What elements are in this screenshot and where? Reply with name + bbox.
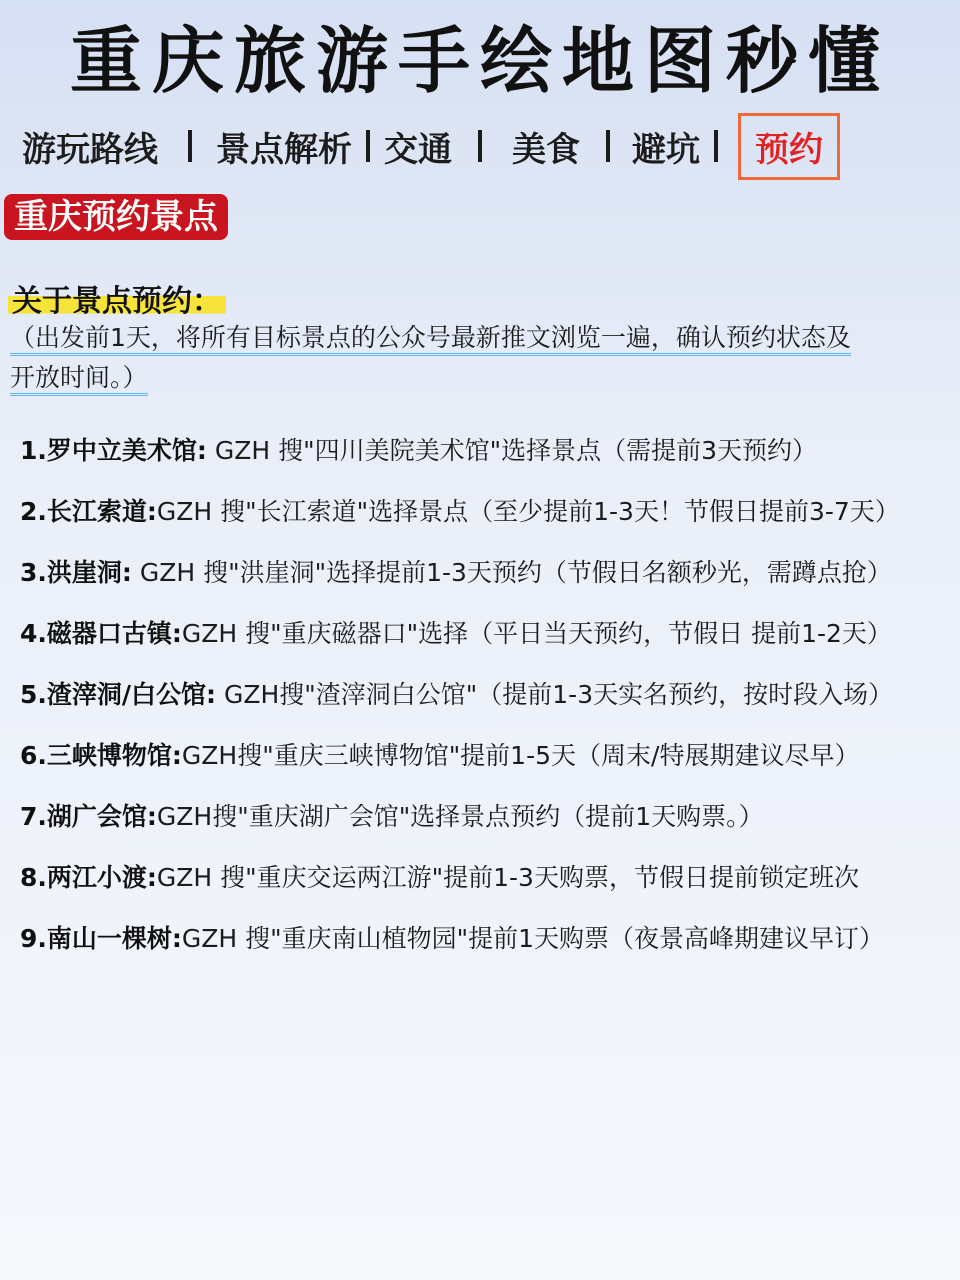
nav-item-attractions[interactable]: 景点解析 <box>216 129 352 170</box>
about-heading: 关于景点预约： <box>8 276 226 320</box>
nav-separator <box>188 130 192 162</box>
nav-item-food[interactable]: 美食 <box>512 129 580 170</box>
list-item <box>20 725 955 786</box>
list-item <box>20 908 955 969</box>
list-item <box>20 664 955 725</box>
nav-separator <box>366 130 370 162</box>
nav-separator <box>606 130 610 162</box>
attraction-name: 2.长江索道: <box>20 497 157 526</box>
list-item <box>20 481 955 542</box>
attraction-name: 9.南山一棵树: <box>20 924 182 953</box>
attraction-name: 6.三峡博物馆: <box>20 741 182 770</box>
attraction-name: 1.罗中立美术馆: <box>20 436 207 465</box>
list-item <box>20 847 955 908</box>
nav-separator <box>714 130 718 162</box>
attraction-name: 3.洪崖洞: <box>20 558 132 587</box>
about-note <box>10 318 950 398</box>
booking-detail: GZH 搜"洪崖洞"选择提前1-3天预约（节假日名额秒光，需蹲点抢） <box>131 558 892 587</box>
attraction-name: 4.磁器口古镇: <box>20 619 182 648</box>
list-item <box>20 786 955 847</box>
attraction-name: 5.渣滓洞/白公馆: <box>20 680 217 709</box>
page-title: 重庆旅游手绘地图秒懂 <box>69 18 890 103</box>
list-item <box>20 603 955 664</box>
about-note-line2: 开放时间。） <box>10 363 148 396</box>
booking-detail: GZH 搜"重庆交运两江游"提前1-3天购票，节假日提前锁定班次 <box>156 863 859 892</box>
nav-item-transport[interactable]: 交通 <box>384 129 452 170</box>
section-badge: 重庆预约景点 <box>4 194 228 240</box>
list-item <box>20 542 955 603</box>
nav-item-booking-active[interactable]: 预约 <box>738 113 840 180</box>
attraction-name: 7.湖广会馆: <box>20 802 157 831</box>
nav-item-pitfalls[interactable]: 避坑 <box>632 129 700 170</box>
list-item <box>20 420 955 481</box>
category-nav <box>22 114 942 178</box>
booking-detail: GZH搜"渣滓洞白公馆"（提前1-3天实名预约，按时段入场） <box>216 680 894 709</box>
nav-item-routes[interactable]: 游玩路线 <box>22 129 158 170</box>
booking-detail: GZH 搜"长江索道"选择景点（至少提前1-3天！节假日提前3-7天） <box>156 497 900 526</box>
about-note-line1: （出发前1天，将所有目标景点的公众号最新推文浏览一遍，确认预约状态及 <box>10 323 851 356</box>
booking-detail: GZH 搜"重庆磁器口"选择（平日当天预约，节假日 提前1-2天） <box>181 619 892 648</box>
attraction-name: 8.两江小渡: <box>20 863 157 892</box>
booking-detail: GZH搜"重庆三峡博物馆"提前1-5天（周末/特展期建议尽早） <box>181 741 860 770</box>
booking-detail: GZH搜"重庆湖广会馆"选择景点预约（提前1天购票。） <box>156 802 764 831</box>
nav-separator <box>478 130 482 162</box>
booking-detail: GZH 搜"四川美院美术馆"选择景点（需提前3天预约） <box>206 436 817 465</box>
booking-list <box>20 420 955 969</box>
booking-detail: GZH 搜"重庆南山植物园"提前1天购票（夜景高峰期建议早订） <box>181 924 885 953</box>
